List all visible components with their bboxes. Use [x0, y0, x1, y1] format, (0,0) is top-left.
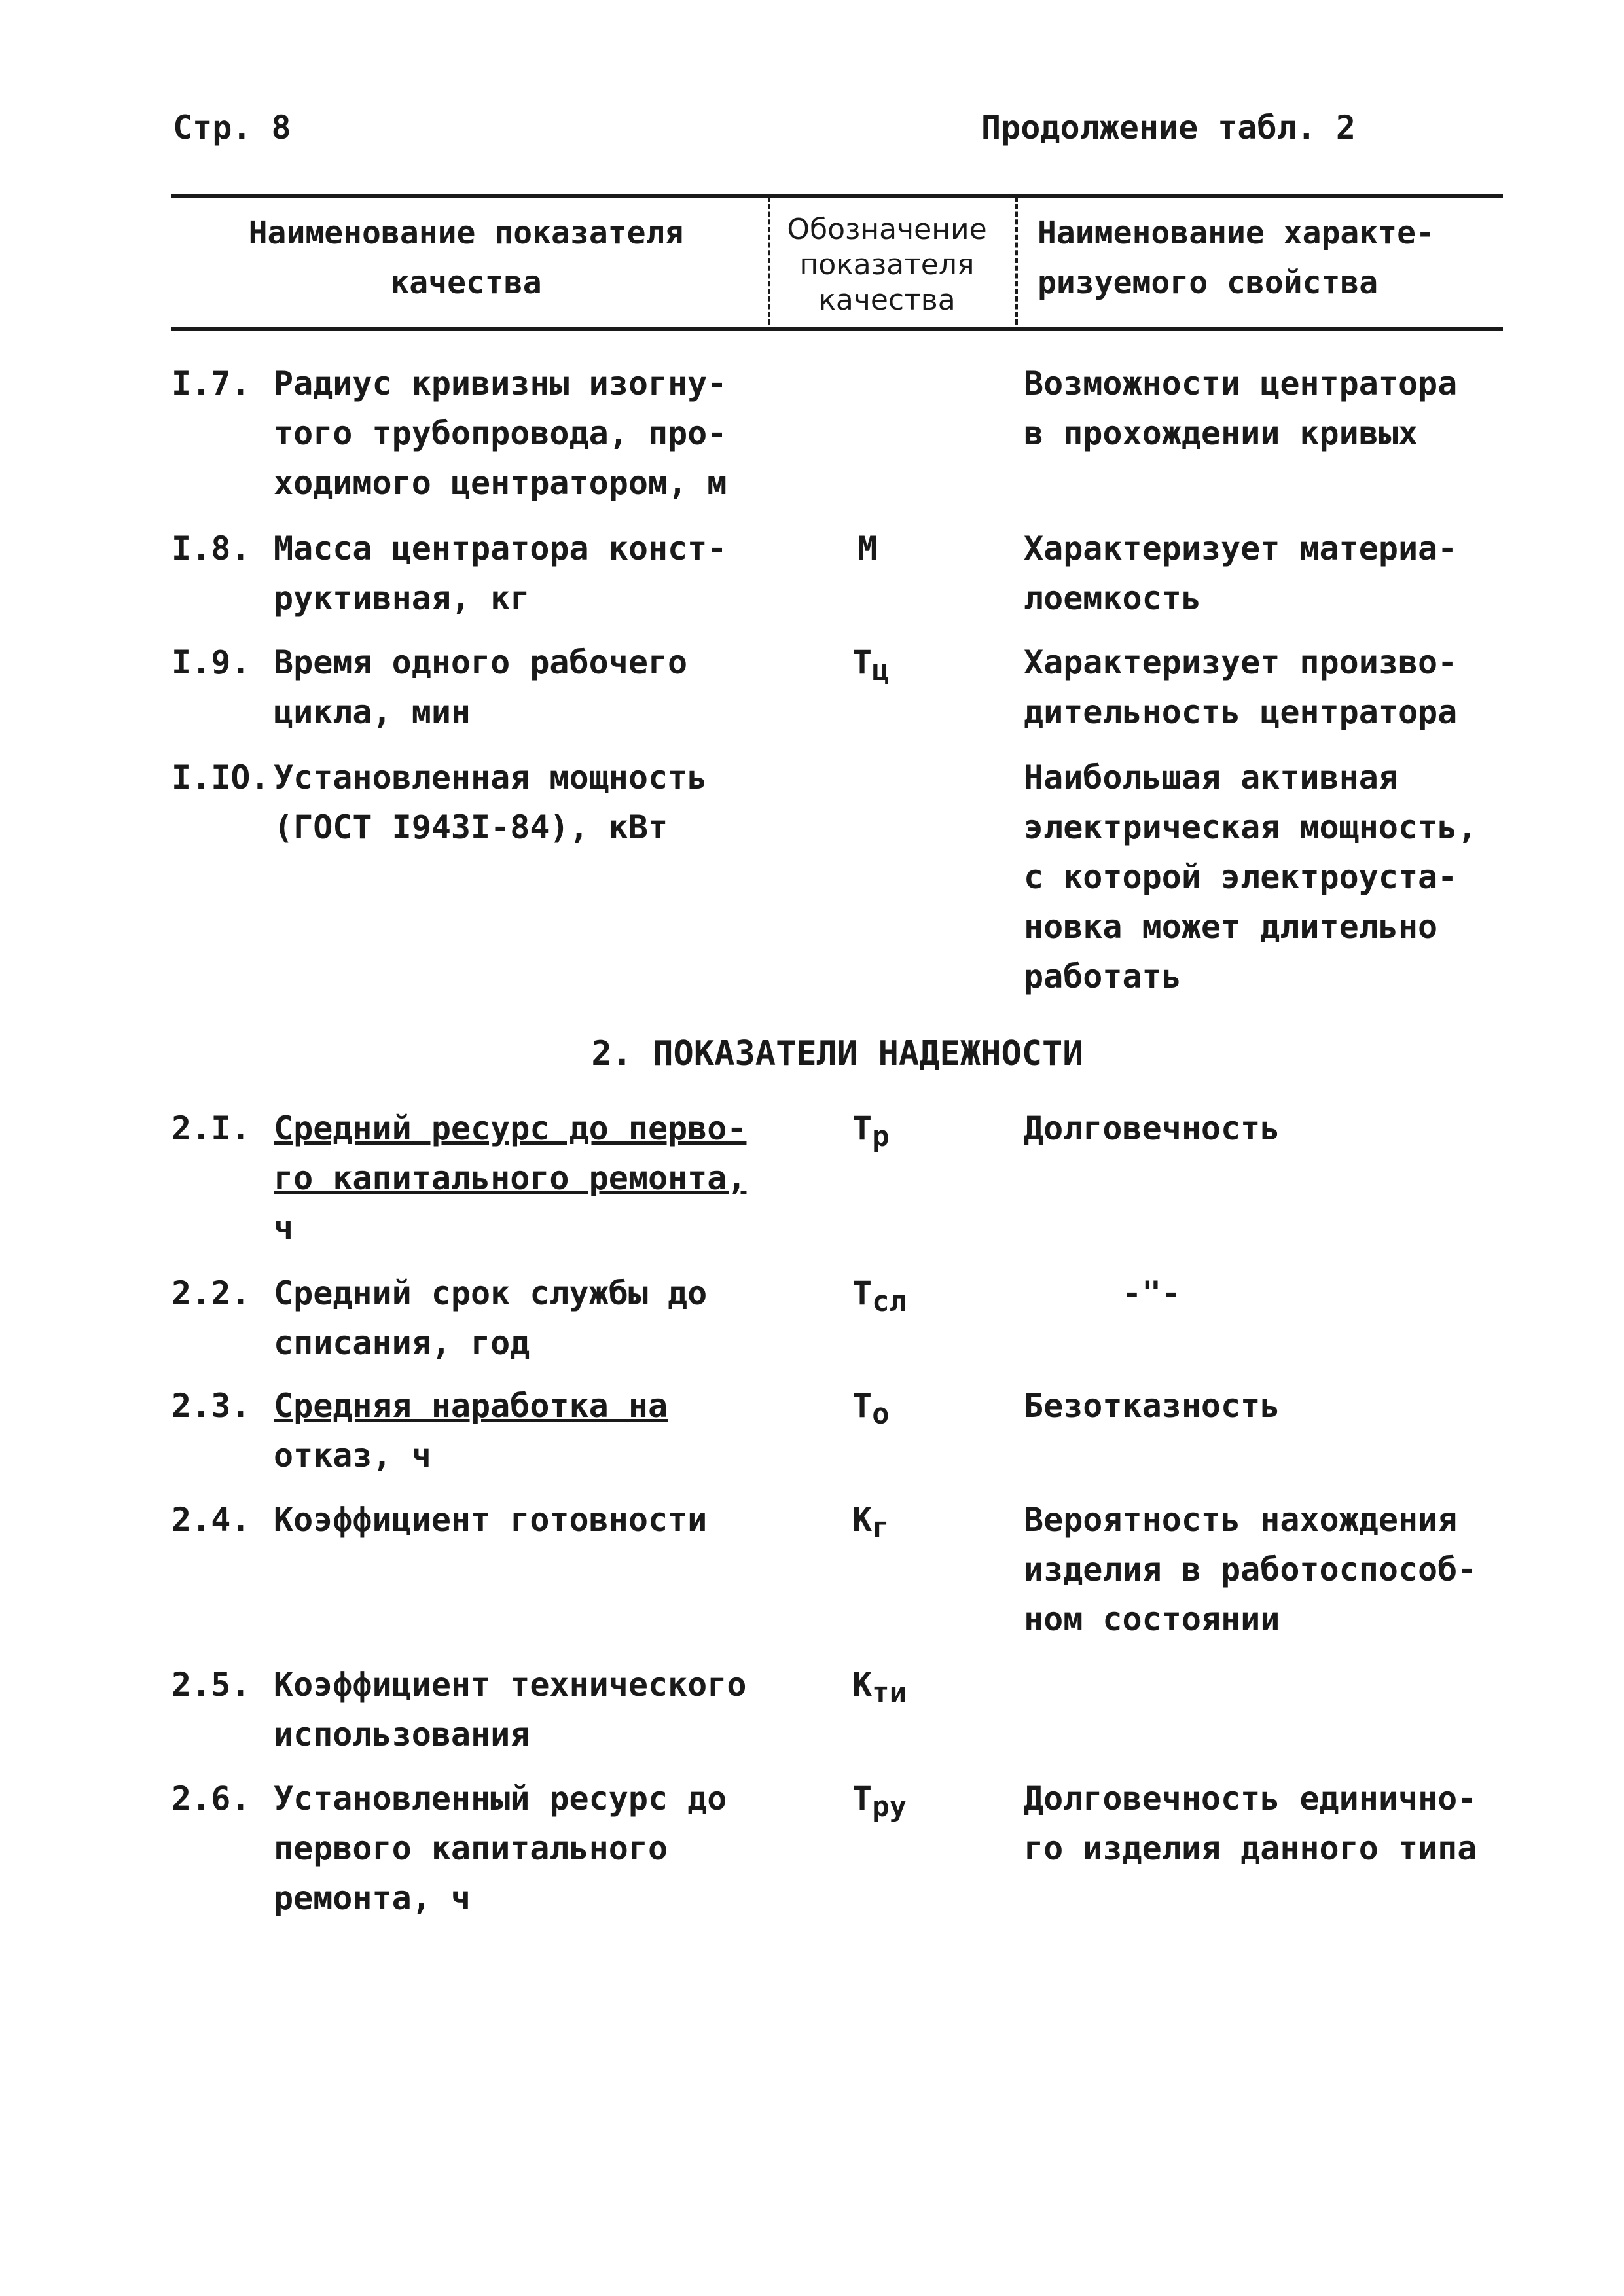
prop-line: Долговечность — [1024, 1109, 1280, 1147]
prop-line: Долговечность единично- — [1024, 1780, 1477, 1818]
indicator-symbol — [852, 1381, 890, 1433]
property — [1122, 1268, 1624, 1318]
indicator-name — [274, 637, 935, 737]
name-line: отказ, ч — [274, 1437, 431, 1475]
continuation-label: Продолжение табл. 2 — [981, 109, 1356, 147]
row-number: 2.2. — [171, 1274, 251, 1312]
name-line: го капитального ремонта, — [274, 1159, 747, 1197]
name-line: использования — [274, 1715, 530, 1753]
prop-line: лоемкость — [1024, 579, 1201, 617]
name-line: ходимого центратором, м — [274, 464, 727, 502]
symbol-main: К — [852, 1501, 873, 1539]
symbol-subscript: ру — [872, 1790, 907, 1823]
symbol-subscript: г — [872, 1511, 890, 1545]
header-text: Наименование показателя — [248, 215, 684, 251]
name-line: ч — [274, 1209, 294, 1247]
indicator-name — [274, 1774, 935, 1923]
property — [1024, 637, 1624, 737]
property — [1024, 1495, 1624, 1644]
prop-line: электрическая мощность, — [1024, 808, 1477, 846]
symbol-subscript: сл — [872, 1285, 907, 1318]
name-line: цикла, мин — [274, 693, 471, 731]
row-number: 2.4. — [171, 1501, 251, 1539]
indicator-symbol — [857, 524, 877, 573]
name-line: первого капитального — [274, 1829, 668, 1867]
indicator-symbol — [852, 637, 890, 689]
header-text: Обозначение — [787, 213, 987, 246]
col-divider — [768, 196, 770, 325]
row-number: 2.3. — [171, 1387, 251, 1425]
name-line: Время одного рабочего — [274, 643, 688, 681]
symbol-main: Т — [852, 1387, 873, 1425]
header-text: показателя — [799, 248, 975, 281]
name-line: Масса центратора конст- — [274, 529, 727, 567]
row-number: 2.6. — [171, 1780, 251, 1818]
prop-line: дительность центратора — [1024, 693, 1458, 731]
table-header-col3 — [1038, 208, 1496, 308]
row-number: I.IO. — [171, 759, 270, 797]
row-number: I.9. — [171, 643, 251, 681]
header-text: качества — [390, 264, 542, 301]
property — [1024, 1381, 1624, 1431]
indicator-symbol — [852, 1774, 907, 1825]
prop-line: Характеризует материа- — [1024, 529, 1458, 567]
name-line: Установленный ресурс до — [274, 1780, 727, 1818]
symbol-main: К — [852, 1666, 873, 1704]
symbol-subscript: р — [872, 1120, 890, 1153]
prop-line: в прохождении кривых — [1024, 414, 1418, 452]
indicator-symbol — [852, 1103, 890, 1155]
symbol-subscript: о — [872, 1397, 890, 1431]
property — [1024, 524, 1624, 623]
symbol-subscript: ти — [872, 1676, 907, 1710]
table-header-col1 — [171, 208, 761, 308]
name-line: руктивная, кг — [274, 579, 530, 617]
property — [1024, 1103, 1624, 1153]
indicator-name — [274, 1660, 935, 1759]
table-header-rule — [171, 327, 1503, 331]
prop-line: с которой электроуста- — [1024, 858, 1458, 896]
indicator-name — [274, 1103, 935, 1253]
prop-line: Безотказность — [1024, 1387, 1280, 1425]
indicator-symbol — [852, 1495, 890, 1547]
prop-line: новка может длительно — [1024, 908, 1438, 946]
prop-line: изделия в работоспособ- — [1024, 1551, 1477, 1588]
property — [1024, 1774, 1624, 1873]
indicator-symbol — [852, 1660, 907, 1712]
indicator-name — [274, 1381, 935, 1480]
name-line: ремонта, ч — [274, 1879, 471, 1917]
prop-line: Характеризует произво- — [1024, 643, 1458, 681]
indicator-symbol — [852, 1268, 907, 1320]
table-header-col2 — [776, 212, 998, 318]
prop-line: Возможности центратора — [1024, 365, 1458, 403]
property — [1024, 753, 1624, 1001]
indicator-name — [274, 1495, 935, 1545]
prop-line: ном состоянии — [1024, 1600, 1280, 1638]
name-line: Коэффициент технического — [274, 1666, 747, 1704]
name-line: того трубопровода, про- — [274, 414, 727, 452]
symbol-main: Т — [852, 643, 873, 681]
header-text: Наименование характе- — [1038, 215, 1435, 251]
page-label: Стр. 8 — [173, 109, 291, 147]
prop-line: Вероятность нахождения — [1024, 1501, 1458, 1539]
symbol-main: Т — [852, 1109, 873, 1147]
name-line: Радиус кривизны изогну- — [274, 365, 727, 403]
name-line: Средний срок службы до — [274, 1274, 708, 1312]
name-line: Средняя наработка на — [274, 1387, 668, 1425]
name-line: Коэффициент готовности — [274, 1501, 708, 1539]
row-number: I.8. — [171, 529, 251, 567]
section-title: 2. ПОКАЗАТЕЛИ НАДЕЖНОСТИ — [591, 1034, 1083, 1073]
name-line: Средний ресурс до перво- — [274, 1109, 747, 1147]
prop-line: го изделия данного типа — [1024, 1829, 1477, 1867]
indicator-name — [274, 753, 935, 852]
name-line: Установленная мощность — [274, 759, 708, 797]
symbol-main: М — [857, 529, 878, 567]
header-text: качества — [818, 283, 956, 317]
indicator-name — [274, 524, 935, 623]
symbol-main: Т — [852, 1274, 873, 1312]
name-line: списания, год — [274, 1324, 530, 1362]
name-line: (ГОСТ I943I-84), кВт — [274, 808, 668, 846]
symbol-subscript: ц — [872, 654, 890, 687]
prop-line: работать — [1024, 958, 1182, 996]
property — [1024, 359, 1624, 458]
col-divider — [1015, 196, 1018, 325]
header-text: ризуемого свойства — [1038, 264, 1379, 301]
indicator-name — [274, 359, 935, 508]
indicator-name — [274, 1268, 935, 1368]
row-number: I.7. — [171, 365, 251, 403]
symbol-main: Т — [852, 1780, 873, 1818]
prop-line: -"- — [1122, 1274, 1182, 1312]
table-top-rule — [171, 194, 1503, 198]
prop-line: Наибольшая активная — [1024, 759, 1398, 797]
row-number: 2.I. — [171, 1109, 251, 1147]
row-number: 2.5. — [171, 1666, 251, 1704]
